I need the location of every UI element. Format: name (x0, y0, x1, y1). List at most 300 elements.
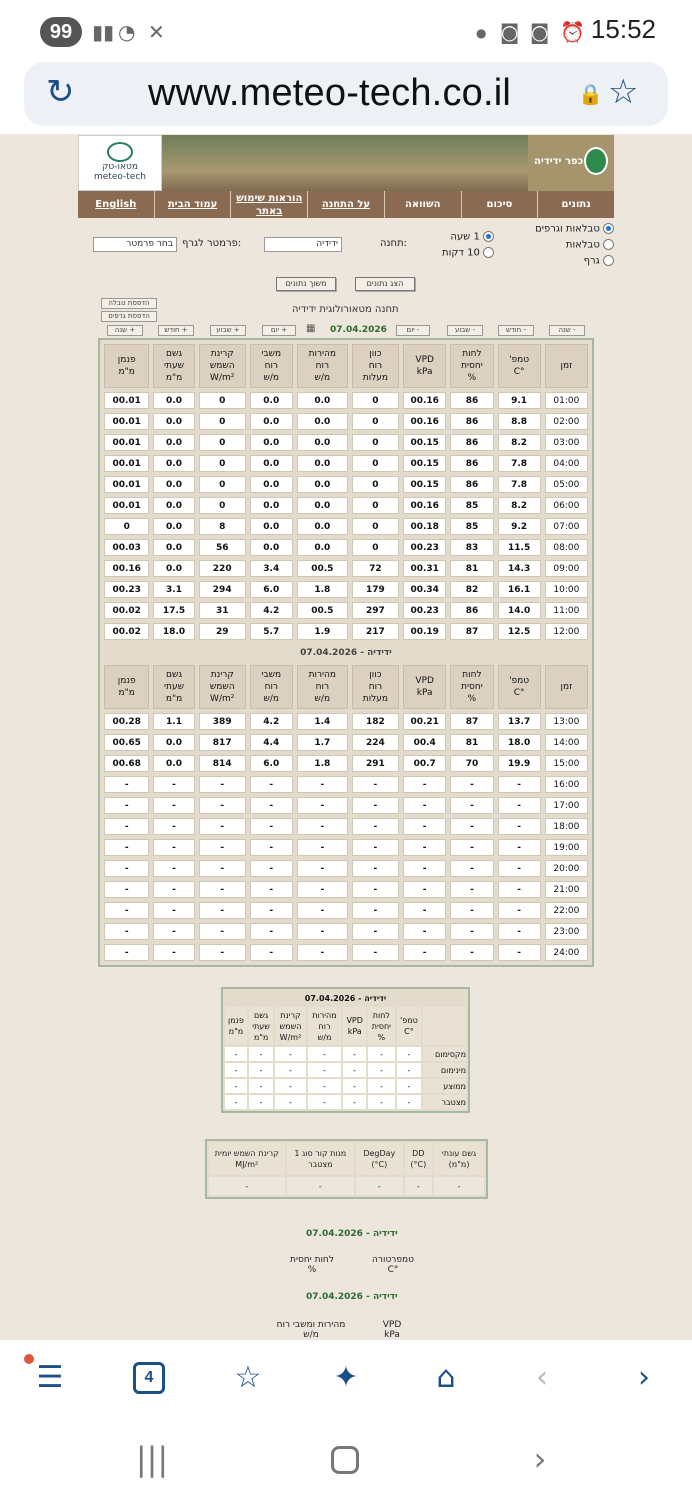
nav-home[interactable]: עמוד הבית (154, 191, 231, 218)
value-cell: 29 (199, 623, 246, 640)
value-cell: - (199, 881, 246, 898)
value-cell: 00.34 (403, 581, 446, 598)
table-row (104, 392, 588, 409)
column-header-text: טמפ' (509, 676, 530, 686)
value-cell: - (297, 776, 348, 793)
hourly-data-table (98, 338, 594, 967)
day-plus-button[interactable]: יום + (262, 325, 296, 336)
totals-header: מנות קור סוג 1 מצטבר (287, 1143, 355, 1175)
month-minus-button[interactable]: חודש - (498, 325, 534, 336)
value-cell: 217 (352, 623, 399, 640)
summary-cell: - (225, 1047, 247, 1061)
value-cell: 72 (352, 560, 399, 577)
interval-label: 10 דקות (442, 247, 480, 259)
column-header-text: גשם (166, 349, 183, 359)
summary-header-text: מהירות (312, 1010, 337, 1020)
column-header-text: רוח (315, 682, 330, 692)
table-row (104, 776, 588, 793)
value-cell: - (352, 797, 399, 814)
week-minus-button[interactable]: שבוע - (447, 325, 483, 336)
summary-row (225, 1063, 466, 1077)
value-cell: 9.1 (498, 392, 541, 409)
daily-totals-table (205, 1139, 488, 1199)
column-header-text: זמן (560, 361, 573, 371)
column-header-text: מ/ש (314, 373, 331, 383)
nav-about-station[interactable]: על התחנה (307, 191, 384, 218)
value-cell: - (199, 860, 246, 877)
value-cell: - (498, 881, 541, 898)
value-cell: - (153, 902, 194, 919)
summary-cell: - (343, 1063, 366, 1077)
totals-header: גשם עונתי (מ"מ) (434, 1143, 484, 1175)
value-cell: 8.8 (498, 413, 541, 430)
value-cell: 70 (450, 755, 493, 772)
calendar-icon[interactable]: ▦ (306, 323, 316, 334)
column-header-text: W/m² (210, 373, 235, 383)
value-cell: - (153, 923, 194, 940)
value-cell: 0 (199, 392, 246, 409)
value-cell: 0 (352, 455, 399, 472)
year-plus-button[interactable]: שנה + (107, 325, 143, 336)
interval-10m[interactable] (440, 247, 494, 259)
graph2-wind-unit: מ/ש (303, 1330, 319, 1340)
meteo-tech-logo[interactable] (78, 135, 162, 191)
column-header-text: משבי (261, 349, 282, 359)
totals-cell: - (287, 1177, 355, 1195)
table-row (104, 713, 588, 730)
time-cell: 12:00 (545, 623, 588, 640)
time-cell: 07:00 (545, 518, 588, 535)
summary-cell: - (368, 1047, 395, 1061)
value-cell: - (498, 839, 541, 856)
value-cell: 31 (199, 602, 246, 619)
value-cell: 0.0 (153, 392, 194, 409)
summary-header-text: רוח (318, 1021, 331, 1031)
value-cell: 83 (450, 539, 493, 556)
radio-icon[interactable] (603, 255, 614, 266)
value-cell: 14.0 (498, 602, 541, 619)
value-cell: 00.65 (104, 734, 149, 751)
summary-header-text: מ"מ (228, 1027, 244, 1036)
home-button-icon[interactable] (331, 1446, 359, 1474)
value-cell: - (352, 839, 399, 856)
value-cell: - (352, 860, 399, 877)
value-cell: 16.1 (498, 581, 541, 598)
time-cell: 04:00 (545, 455, 588, 472)
column-header-text: לחות (462, 349, 482, 359)
param-label: פרמטר לגרף: (182, 238, 242, 249)
summary-cell: - (275, 1047, 305, 1061)
totals-cell: - (405, 1177, 433, 1195)
value-cell: 179 (352, 581, 399, 598)
value-cell: - (199, 944, 246, 961)
value-cell: - (403, 818, 446, 835)
value-cell: - (104, 776, 149, 793)
value-cell: 5.7 (250, 623, 293, 640)
forward-icon[interactable]: › (638, 1360, 650, 1395)
interval-label: 1 שעה (450, 231, 480, 243)
value-cell: 0.0 (297, 413, 348, 430)
summary-header (368, 1007, 395, 1045)
param-select[interactable]: בחר פרמטר (93, 237, 177, 252)
print-table-button[interactable]: הדפסת טבלה (101, 298, 157, 309)
value-cell: 86 (450, 476, 493, 493)
time-cell: 24:00 (545, 944, 588, 961)
alarm-icon: ⏰ (560, 20, 585, 44)
bookmarks-icon[interactable]: ☆ (234, 1360, 262, 1395)
summary-header (275, 1007, 305, 1045)
date-display: 07.04.2026 (330, 325, 387, 335)
column-header (297, 665, 348, 709)
table-row (104, 476, 588, 493)
column-header (450, 344, 493, 388)
tabs-icon[interactable]: 4 (133, 1362, 165, 1394)
time-cell: 05:00 (545, 476, 588, 493)
column-header-text: מעלות (362, 373, 389, 383)
time-cell: 01:00 (545, 392, 588, 409)
column-header-text: זמן (560, 682, 573, 692)
value-cell: 00.15 (403, 455, 446, 472)
summary-header-text: השמש (279, 1021, 302, 1031)
value-cell: 0 (352, 518, 399, 535)
column-header-text: יחסית (461, 682, 483, 692)
village-name: כפר ידידיה (534, 156, 584, 167)
radio-icon[interactable] (483, 247, 494, 258)
table-row (104, 413, 588, 430)
home-icon[interactable]: ⌂ (436, 1360, 456, 1395)
value-cell: - (403, 923, 446, 940)
value-cell: - (352, 818, 399, 835)
time-cell: 08:00 (545, 539, 588, 556)
value-cell: 291 (352, 755, 399, 772)
value-cell: - (104, 923, 149, 940)
week-plus-button[interactable]: שבוע + (210, 325, 246, 336)
village-label (528, 135, 614, 191)
summary-header-text: טמפ' (400, 1016, 418, 1025)
summary-header-text: מ/ש (317, 1032, 332, 1042)
value-cell: 00.16 (104, 560, 149, 577)
value-cell: - (297, 818, 348, 835)
summary-header-text: °C (404, 1027, 414, 1036)
table-row (104, 539, 588, 556)
nav-summary[interactable]: סיכום (461, 191, 538, 218)
main-nav (78, 191, 614, 218)
value-cell: 0.0 (153, 434, 194, 451)
summary-header-text: kPa (347, 1027, 362, 1036)
value-cell: 0.0 (250, 539, 293, 556)
column-header-text: °C (513, 688, 525, 698)
nav-compare[interactable]: השוואה (384, 191, 461, 218)
graph-caption-1: ידידיה - 07.04.2026 (306, 1229, 398, 1239)
value-cell: 0.0 (297, 476, 348, 493)
value-cell: 00.68 (104, 755, 149, 772)
summary-cell: - (225, 1095, 247, 1109)
value-cell: - (403, 881, 446, 898)
value-cell: 00.01 (104, 497, 149, 514)
radio-icon[interactable] (603, 223, 614, 234)
value-cell: - (250, 797, 293, 814)
table-row (104, 497, 588, 514)
summary-row (225, 1095, 466, 1109)
value-cell: - (104, 881, 149, 898)
value-cell: 0.0 (297, 455, 348, 472)
value-cell: 00.7 (403, 755, 446, 772)
value-cell: 00.23 (403, 602, 446, 619)
nav-instructions[interactable]: הוראות שימוש באתר (230, 191, 307, 218)
value-cell: - (498, 923, 541, 940)
table-row (104, 860, 588, 877)
value-cell: 1.4 (297, 713, 348, 730)
value-cell: 0.0 (153, 539, 194, 556)
value-cell: - (352, 881, 399, 898)
print-graphs-button[interactable]: הדפסת גרפים (101, 311, 157, 322)
value-cell: - (250, 944, 293, 961)
nav-english[interactable]: English (95, 199, 137, 210)
value-cell: 00.31 (403, 560, 446, 577)
summary-row-label: מינימום (423, 1063, 466, 1077)
value-cell: - (450, 818, 493, 835)
summary-cell: - (343, 1095, 366, 1109)
column-header-text: מ"מ (165, 373, 183, 383)
column-header (450, 665, 493, 709)
summary-cell: - (249, 1095, 273, 1109)
summary-cell: - (308, 1047, 342, 1061)
view-option-tables[interactable] (530, 239, 614, 251)
table-row (104, 734, 588, 751)
summary-header-text: גשם (253, 1010, 269, 1020)
value-cell: 7.8 (498, 476, 541, 493)
column-header-text: VPD (415, 676, 434, 686)
time-cell: 14:00 (545, 734, 588, 751)
value-cell: - (450, 923, 493, 940)
dot-icon: ● (476, 26, 487, 40)
table-row (104, 623, 588, 640)
time-cell: 06:00 (545, 497, 588, 514)
column-header-text: % (467, 694, 477, 704)
table-row (104, 839, 588, 856)
value-cell: 00.21 (403, 713, 446, 730)
summary-cell: - (275, 1063, 305, 1077)
radio-icon[interactable] (483, 231, 494, 242)
value-cell: 00.01 (104, 476, 149, 493)
value-cell: 81 (450, 560, 493, 577)
graph1-label-humidity (280, 1255, 344, 1275)
graph1-hum-title: לחות יחסית (290, 1255, 334, 1265)
column-header-text: יחסית (461, 361, 483, 371)
value-cell: 8 (199, 518, 246, 535)
value-cell: - (153, 818, 194, 835)
column-header-text: מ"מ (118, 688, 135, 698)
value-cell: 220 (199, 560, 246, 577)
value-cell: 14.3 (498, 560, 541, 577)
value-cell: 0.0 (297, 518, 348, 535)
radio-icon[interactable] (603, 239, 614, 250)
show-data-button[interactable]: הצג נתונים (355, 277, 415, 291)
column-header (352, 665, 399, 709)
value-cell: - (250, 923, 293, 940)
value-cell: 0.0 (153, 755, 194, 772)
graph2-wind-title: מהירות ומשבי רוח (276, 1320, 346, 1330)
value-cell: - (450, 944, 493, 961)
value-cell: - (450, 839, 493, 856)
summary-row-label: מקסימום (423, 1047, 466, 1061)
value-cell: 9.2 (498, 518, 541, 535)
column-header-text: °C (513, 367, 525, 377)
time-cell: 11:00 (545, 602, 588, 619)
column-header-text: VPD (415, 355, 434, 365)
value-cell: 19.9 (498, 755, 541, 772)
summary-cell: - (275, 1095, 305, 1109)
value-cell: 1.8 (297, 755, 348, 772)
value-cell: - (153, 881, 194, 898)
graph2-label-wind (266, 1320, 356, 1340)
logo-sub: meteo-tech (93, 172, 146, 182)
time-cell: 18:00 (545, 818, 588, 835)
summary-cell: - (308, 1063, 342, 1077)
time-cell: 10:00 (545, 581, 588, 598)
column-header-text: גשם (166, 670, 183, 680)
column-header-text: השמש (209, 361, 235, 371)
value-cell: - (297, 839, 348, 856)
value-cell: - (297, 860, 348, 877)
month-plus-button[interactable]: חודש + (158, 325, 194, 336)
view-option-label: טבלאות וגרפים (535, 223, 600, 235)
reload-icon[interactable]: ↻ (46, 72, 75, 112)
value-cell: - (250, 776, 293, 793)
value-cell: 0 (352, 413, 399, 430)
summary-row-label: מצטבר (423, 1095, 466, 1109)
recent-apps-icon[interactable]: ||| (135, 1440, 169, 1478)
totals-cell: - (434, 1177, 484, 1195)
year-minus-button[interactable]: שנה - (549, 325, 585, 336)
value-cell: - (297, 902, 348, 919)
station-select[interactable]: ידידיה (264, 237, 342, 252)
value-cell: - (450, 881, 493, 898)
value-cell: 4.4 (250, 734, 293, 751)
instagram-icon: ◙ (500, 20, 520, 44)
value-cell: 0.0 (297, 497, 348, 514)
totals-header: קרינת השמש יומית MJ/m² (209, 1143, 285, 1175)
summary-header-text: לחות (372, 1010, 390, 1020)
table-row (104, 881, 588, 898)
value-cell: - (104, 797, 149, 814)
url-text[interactable]: www.meteo-tech.co.il (148, 72, 512, 114)
summary-cell: - (368, 1079, 395, 1093)
graph2-label-vpd (372, 1320, 412, 1340)
pull-data-button[interactable]: משוך נתונים (276, 277, 336, 291)
system-back-icon[interactable]: › (533, 1440, 547, 1478)
view-option-label: טבלאות (565, 239, 600, 251)
value-cell: - (297, 797, 348, 814)
value-cell: 0.0 (297, 539, 348, 556)
view-option-graph[interactable] (530, 255, 614, 267)
value-cell: 00.16 (403, 392, 446, 409)
table-row (104, 755, 588, 772)
column-header-text: שעתי (164, 682, 184, 692)
clock: 15:52 (590, 14, 656, 44)
menu-icon[interactable]: ☰ (36, 1360, 64, 1395)
back-icon[interactable]: ‹ (536, 1360, 548, 1395)
value-cell: 00.28 (104, 713, 149, 730)
summary-cell: - (249, 1079, 273, 1093)
summary-header (343, 1007, 366, 1045)
bookmark-star-icon[interactable]: ☆ (608, 72, 639, 112)
value-cell: 0 (199, 497, 246, 514)
interval-1h[interactable] (440, 231, 494, 243)
column-header (545, 665, 588, 709)
ai-sparkle-icon[interactable]: ✦ (333, 1360, 359, 1395)
value-cell: - (498, 902, 541, 919)
notification-badge: 99 (40, 17, 82, 47)
value-cell: 0.0 (153, 455, 194, 472)
column-header-text: מ/ש (314, 694, 331, 704)
graph2-vpd-title: VPD (382, 1320, 402, 1330)
value-cell: - (297, 923, 348, 940)
column-header (498, 344, 541, 388)
summary-cell: - (249, 1063, 273, 1077)
table-row (104, 455, 588, 472)
value-cell: 7.8 (498, 455, 541, 472)
summary-header (397, 1007, 422, 1045)
summary-cell: - (397, 1047, 422, 1061)
value-cell: - (352, 776, 399, 793)
graph1-label-temp (366, 1255, 420, 1275)
value-cell: - (297, 944, 348, 961)
value-cell: 00.5 (297, 602, 348, 619)
value-cell: 294 (199, 581, 246, 598)
value-cell: 8.2 (498, 497, 541, 514)
value-cell: - (450, 797, 493, 814)
value-cell: 18.0 (153, 623, 194, 640)
value-cell: 00.23 (104, 581, 149, 598)
summary-header (423, 1007, 466, 1045)
value-cell: - (250, 881, 293, 898)
column-header-text: רוח (315, 361, 330, 371)
table-row (104, 797, 588, 814)
value-cell: 00.01 (104, 413, 149, 430)
table-row (104, 944, 588, 961)
summary-header-text: % (377, 1032, 386, 1042)
day-minus-button[interactable]: יום - (396, 325, 430, 336)
value-cell: 4.2 (250, 713, 293, 730)
column-header-text: רוח (368, 682, 383, 692)
column-header-text: כוון (369, 349, 382, 359)
summary-header-text: מ"מ (253, 1032, 269, 1042)
value-cell: 0.0 (250, 518, 293, 535)
summary-cell: - (368, 1063, 395, 1077)
value-cell: 00.16 (403, 413, 446, 430)
view-option-tables-graphs[interactable] (530, 223, 614, 235)
table-row (104, 434, 588, 451)
value-cell: 85 (450, 518, 493, 535)
value-cell: 1.7 (297, 734, 348, 751)
column-header (104, 665, 149, 709)
value-cell: 86 (450, 392, 493, 409)
summary-cell: - (225, 1079, 247, 1093)
value-cell: 389 (199, 713, 246, 730)
wifi-icon: ◔ (118, 20, 136, 44)
value-cell: 0 (104, 518, 149, 535)
lock-icon[interactable]: 🔒 (578, 82, 603, 106)
value-cell: 0.0 (250, 455, 293, 472)
column-header-text: השמש (209, 682, 235, 692)
value-cell: - (403, 776, 446, 793)
value-cell: 1.8 (297, 581, 348, 598)
value-cell: - (250, 902, 293, 919)
value-cell: 0 (199, 434, 246, 451)
nav-data[interactable]: נתונים (537, 191, 614, 218)
value-cell: 0.0 (297, 434, 348, 451)
